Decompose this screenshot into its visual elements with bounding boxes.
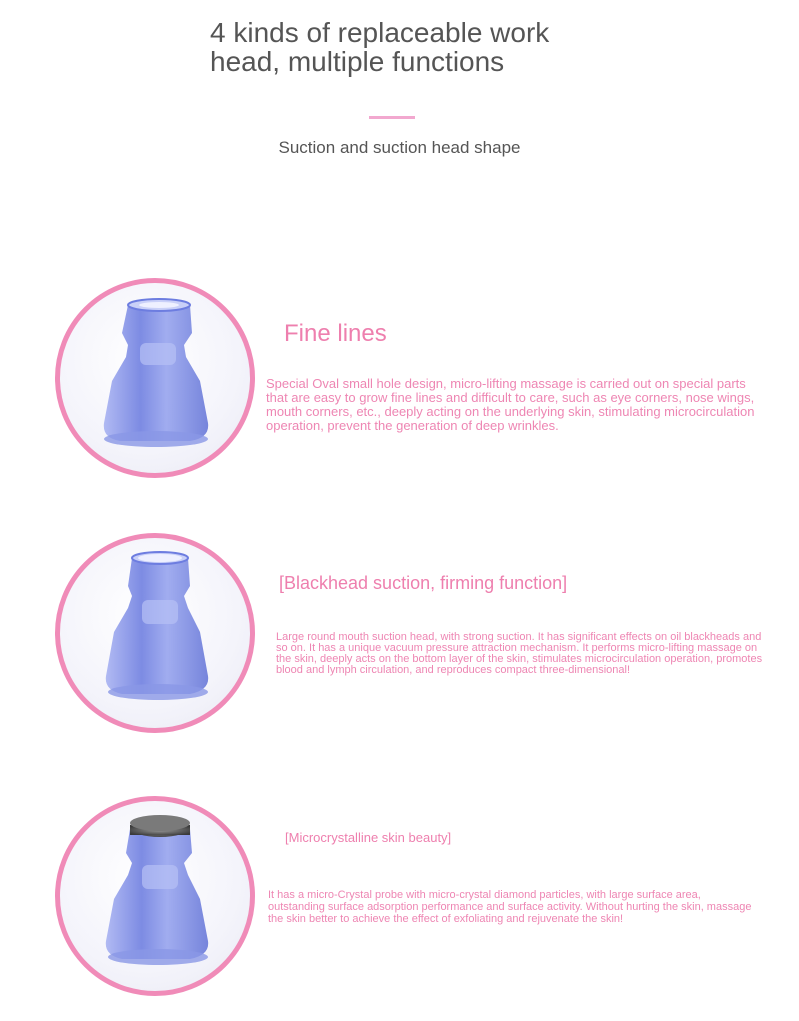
microcrystalline-head-image — [55, 796, 255, 996]
feature-description-microcrystalline: It has a micro-Crystal probe with micro-crystal diamond particles, with large surface area, outstanding surface adsorption performance and surface activity. Without hurting the skin, massage the skin better to achieve the effect of exfoliating and rejuvenate the skin! — [268, 889, 752, 925]
feature-description-fine-lines: Special Oval small hole design, micro-lifting massage is carried out on special parts that are easy to grow fine lines and difficult to care, such as eye corners, nose wings, mouth corners, etc., deeply acting on the underlying skin, stimulating microcirculation operation, prevent the generation of deep wrinkles. — [266, 376, 755, 433]
heading-divider — [369, 116, 415, 119]
feature-title-microcrystalline: [Microcrystalline skin beauty] — [285, 830, 452, 845]
blackhead-suction-head-image — [55, 533, 255, 733]
heading-line-1: 4 kinds of replaceable work — [210, 17, 550, 48]
suction-head-small-oval-icon — [60, 283, 250, 473]
feature-title-fine-lines: Fine lines — [284, 320, 387, 347]
suction-head-large-round-icon — [60, 538, 250, 728]
suction-head-diamond-crystal-icon — [60, 801, 250, 991]
feature-title-blackhead: [Blackhead suction, firming function] — [279, 573, 568, 593]
heading-line-2: head, multiple functions — [210, 46, 505, 77]
feature-description-blackhead: Large round mouth suction head, with strong suction. It has significant effects on oil blackheads and so on. It has a unique vacuum pressure attraction mechanism. It performs micro-lifting massage on the skin, deeply acts on the bottom layer of the skin, stimulates microcirculation operation, promotes blood and lymph circulation, and reproduces compact three-dimensional! — [276, 631, 763, 676]
section-subtitle: Suction and suction head shape — [278, 138, 521, 157]
page-heading — [210, 18, 630, 76]
fine-lines-suction-head-image — [55, 278, 255, 478]
